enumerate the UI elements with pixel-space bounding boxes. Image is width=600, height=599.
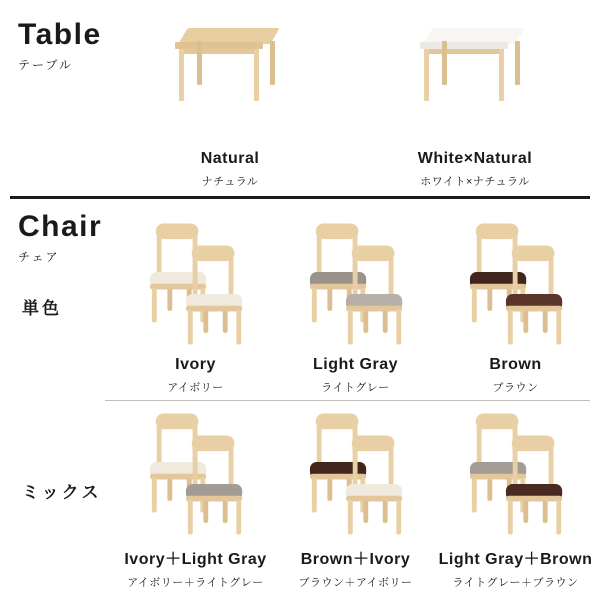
chair-backrest	[475, 224, 518, 240]
chair-backrest	[315, 224, 358, 240]
chair-item-name-en: Light Gray＋Brown	[438, 551, 593, 568]
table-item-natural[interactable]	[140, 18, 320, 189]
chair-item-name-en: Brown＋Ivory	[300, 551, 411, 568]
chair-illustration-ivory	[121, 222, 271, 332]
chair-leg-front-left	[507, 500, 512, 535]
table-item-name-en: Natural	[200, 150, 260, 167]
chair-backrest	[475, 414, 518, 430]
table-leg-front-right	[499, 49, 504, 101]
chair-leg-front-right	[396, 500, 401, 535]
chair-leg-front-right	[556, 500, 561, 535]
chair-backrest	[351, 246, 394, 262]
chair-item-name-jp: ブラウン＋アイボリー	[298, 577, 413, 589]
chair-item-name-jp: ライトグレー＋ブラウン	[452, 577, 579, 589]
chair-leg-front-left	[151, 288, 156, 323]
table-item-name-jp: ホワイト×ナチュラル	[420, 176, 530, 188]
chair-leg-front-left	[187, 310, 192, 345]
chair-illustration-brown-ivory	[281, 412, 431, 522]
chair-front-unit	[500, 436, 572, 537]
row-label-mix: ミックス	[22, 483, 102, 502]
chair-leg-front-left	[507, 310, 512, 345]
section-heading-table-en: Table	[18, 18, 102, 51]
chair-item-light-gray[interactable]	[278, 222, 433, 395]
chair-item-name-en: Ivory＋Light Gray	[124, 551, 267, 568]
chair-front-unit	[340, 246, 412, 347]
chair-illustration-ivory-light-gray	[121, 412, 271, 522]
section-heading-chair-jp: チェア	[18, 250, 60, 264]
chair-leg-front-right	[236, 500, 241, 535]
chair-backrest	[511, 246, 554, 262]
chair-illustration-light-gray-brown	[441, 412, 591, 522]
chair-item-name-jp: アイボリー	[167, 382, 224, 394]
chair-leg-front-left	[471, 478, 476, 513]
table-item-name-en: White×Natural	[417, 150, 533, 167]
table-leg-back-right	[515, 41, 520, 85]
chair-item-name-jp: ブラウン	[492, 382, 539, 394]
chair-leg-front-left	[311, 288, 316, 323]
chair-leg-front-left	[347, 500, 352, 535]
table-item-name-jp: ナチュラル	[201, 176, 259, 188]
chair-leg-front-left	[347, 310, 352, 345]
chair-backrest	[315, 414, 358, 430]
row-divider-thin	[105, 400, 590, 401]
chair-seat-frame	[185, 306, 241, 312]
table-illustration-white-natural	[420, 18, 530, 118]
chair-item-name-en: Brown	[489, 356, 542, 373]
chair-backrest	[191, 436, 234, 452]
table-leg-back-left	[197, 41, 202, 85]
table-leg-front-left	[424, 49, 429, 101]
chair-backrest	[155, 414, 198, 430]
chair-backrest	[511, 436, 554, 452]
table-illustration-natural	[175, 18, 285, 118]
table-apron	[181, 49, 259, 54]
chair-seat-frame	[505, 306, 561, 312]
chair-seat-frame	[345, 496, 401, 502]
section-heading-table-jp: テーブル	[18, 58, 73, 72]
chair-front-unit	[180, 436, 252, 537]
chair-item-name-en: Light Gray	[312, 356, 398, 373]
row-label-solid: 単色	[22, 299, 62, 318]
chair-backrest	[351, 436, 394, 452]
chair-leg-front-right	[236, 310, 241, 345]
chair-illustration-brown	[441, 222, 591, 332]
chair-backrest	[155, 224, 198, 240]
chair-front-unit	[500, 246, 572, 347]
table-leg-back-right	[270, 41, 275, 85]
table-leg-front-left	[179, 49, 184, 101]
table-leg-front-right	[254, 49, 259, 101]
chair-leg-front-right	[556, 310, 561, 345]
chair-seat-frame	[345, 306, 401, 312]
chair-item-name-jp: ライトグレー	[321, 382, 390, 394]
table-apron	[426, 49, 504, 54]
section-heading-chair-en: Chair	[18, 210, 103, 243]
table-item-white-natural[interactable]	[380, 18, 570, 189]
chair-seat-frame	[185, 496, 241, 502]
chair-leg-front-right	[396, 310, 401, 345]
chair-item-brown[interactable]	[438, 222, 593, 395]
table-top-edge	[420, 42, 508, 49]
chair-leg-front-left	[187, 500, 192, 535]
chair-illustration-light-gray	[281, 222, 431, 332]
chair-item-ivory-light-gray[interactable]	[118, 412, 273, 590]
section-heading-chair	[18, 212, 102, 265]
section-heading-table	[18, 20, 102, 73]
chair-item-name-en: Ivory	[175, 356, 216, 373]
chair-front-unit	[340, 436, 412, 537]
table-leg-back-left	[442, 41, 447, 85]
chair-leg-front-left	[151, 478, 156, 513]
chair-leg-front-left	[471, 288, 476, 323]
chair-front-unit	[180, 246, 252, 347]
chair-item-name-jp: アイボリー＋ライトグレー	[127, 577, 264, 589]
chair-item-light-gray-brown[interactable]	[438, 412, 593, 590]
chair-item-ivory[interactable]	[118, 222, 273, 395]
chair-item-brown-ivory[interactable]	[278, 412, 433, 590]
chair-seat-frame	[505, 496, 561, 502]
section-divider-thick	[10, 196, 590, 199]
chair-backrest	[191, 246, 234, 262]
chair-leg-front-left	[311, 478, 316, 513]
table-top-edge	[175, 42, 263, 49]
